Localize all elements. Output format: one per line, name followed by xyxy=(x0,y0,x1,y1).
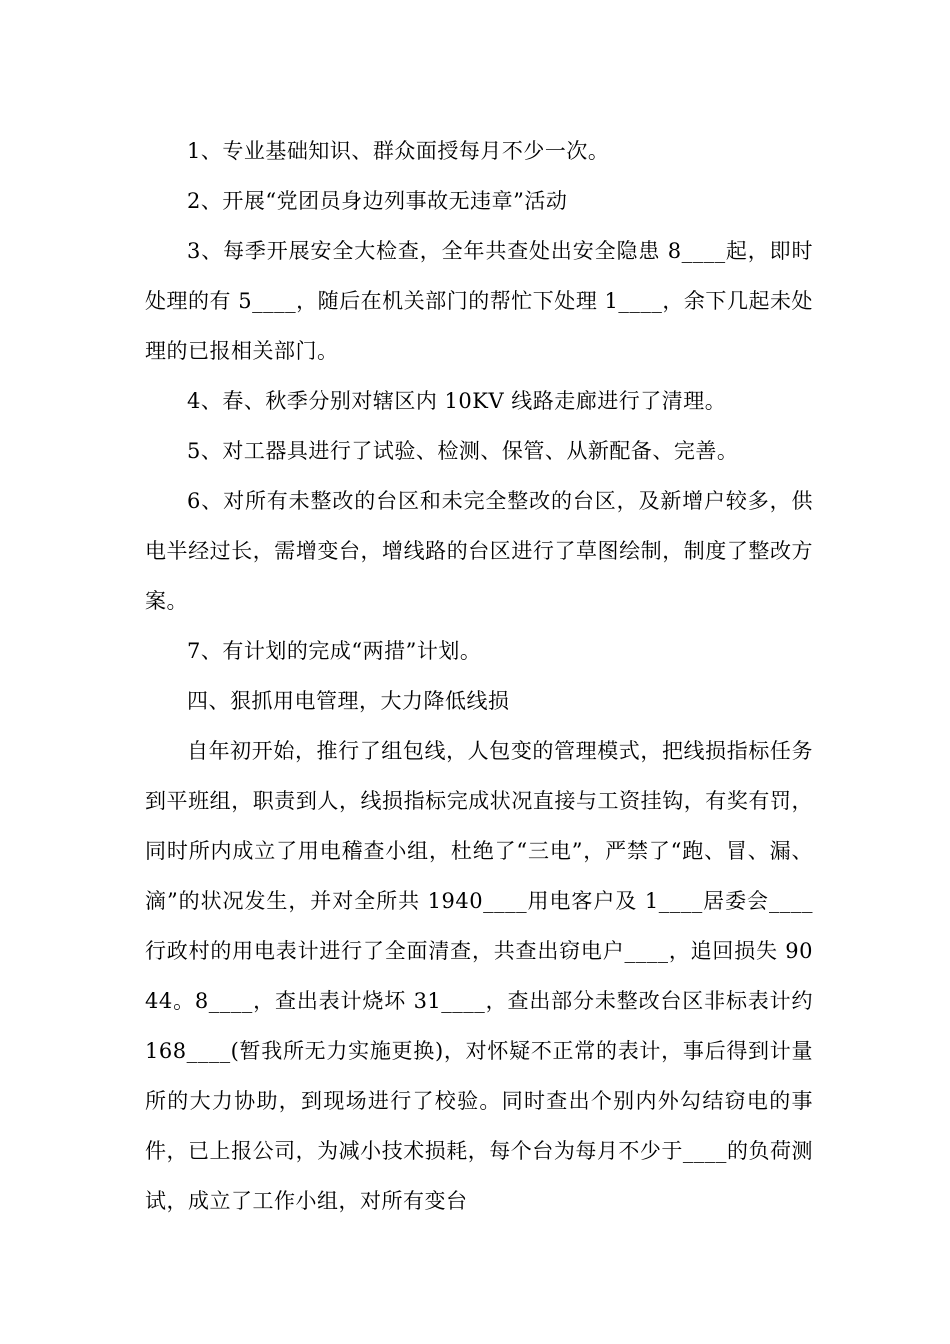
paragraph-item-6: 6、对所有未整改的台区和未完全整改的台区，及新增户较多，供电半经过长，需增变台，增线路的台区进行了草图绘制，制度了整改方案。 xyxy=(145,489,813,613)
paragraph-item-3: 3、每季开展安全大检查，全年共查处出安全隐患 8____起，即时处理的有 5____，随后在机关部门的帮忙下处理 1____，余下几起未处理的已报相关部门。 xyxy=(145,239,813,363)
document-body xyxy=(145,126,813,1226)
paragraph-item-5: 5、对工器具进行了试验、检测、保管、从新配备、完善。 xyxy=(187,439,739,463)
paragraph-item-1: 1、专业基础知识、群众面授每月不少一次。 xyxy=(187,139,610,163)
section-heading: 四、狠抓用电管理，大力降低线损 xyxy=(187,689,510,713)
paragraph-item-2: 2、开展“党团员身边列事故无违章”活动 xyxy=(187,189,568,213)
paragraph-item-body: 自年初开始，推行了组包线，人包变的管理模式，把线损指标任务到平班组，职责到人，线损指标完成状况直接与工资挂钩，有奖有罚，同时所内成立了用电稽查小组，杜绝了“三电”，严禁了“跑、冒、漏、滴”的状况发生，并对全所共 1940____用电客户及 1____居委会____行政村的用电表计进行了全面清查，共查出窃电户____，追回损失 9044。8____，查出表计烧坏 31____，查出部分未整改台区非标表计约 168____(暂我所无力实施更换)，对怀疑不正常的表计，事后得到计量所的大力协助，到现场进行了校验。同时查出个别内外勾结窃电的事件，已上报公司，为减小技术损耗，每个台为每月不少于____的负荷测试，成立了工作小组，对所有变台 xyxy=(145,739,813,1213)
paragraph-item-7: 7、有计划的完成“两措”计划。 xyxy=(187,639,482,663)
paragraph-item-4: 4、春、秋季分别对辖区内 10KV 线路走廊进行了清理。 xyxy=(187,389,727,413)
